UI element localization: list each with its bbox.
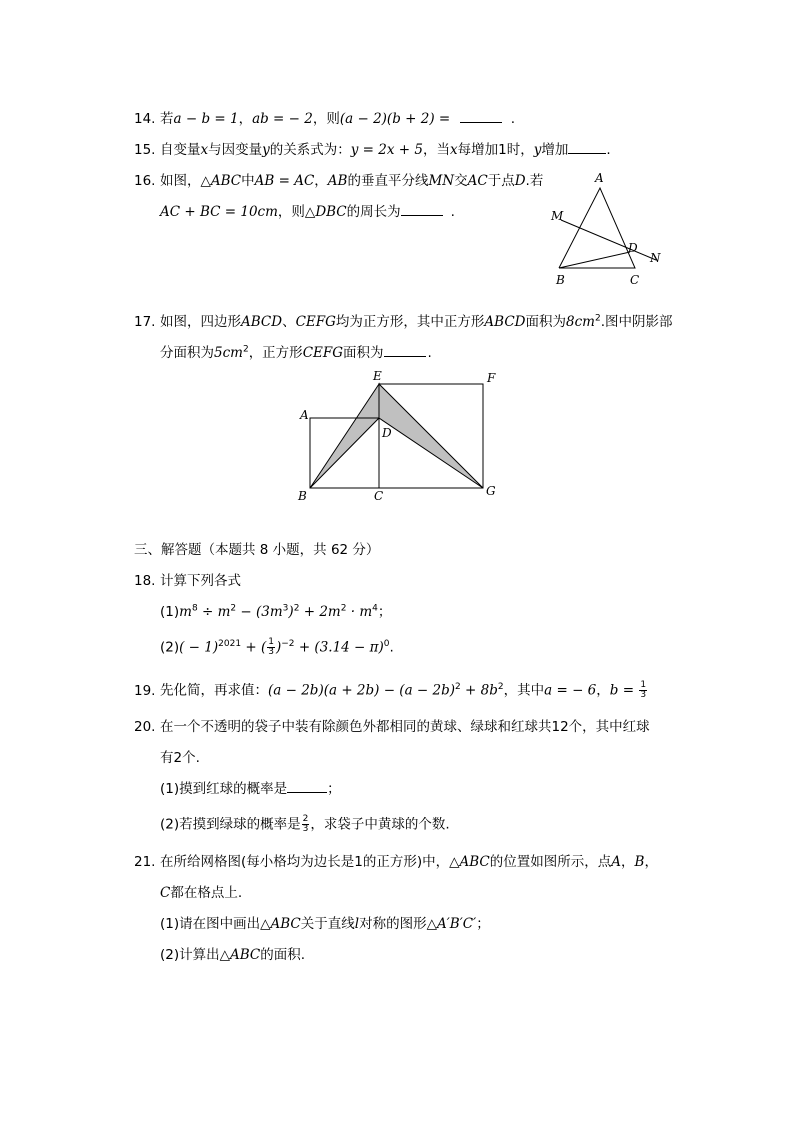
question-18: 18. 计算下列各式 <box>134 573 241 589</box>
fraction: $\frac{2}{3}$ <box>302 814 309 834</box>
label-d: D <box>382 426 392 440</box>
question-number: 20. <box>134 719 156 735</box>
section-3-title: 三、解答题（本题共 8 小题，共 62 分） <box>134 542 380 558</box>
condition-2: ab = − 2 <box>252 111 313 127</box>
question-21-part-2: (2)计算出△ABC的面积. <box>160 947 306 963</box>
answer-blank[interactable] <box>287 780 327 793</box>
squares-figure-17 <box>290 364 510 506</box>
label-n: N <box>650 251 661 265</box>
question-number: 18. <box>134 573 156 589</box>
line-mn <box>561 220 656 260</box>
condition-1: a − b = 1 <box>173 111 239 127</box>
question-16-line-1: 16. 如图，△ABC中AB = AC，AB的垂直平分线MN交AC于点D.若 <box>134 173 544 189</box>
answer-blank[interactable] <box>460 110 502 123</box>
shaded-triangle-left <box>310 384 379 488</box>
label-b: B <box>298 489 307 503</box>
question-21-line-1: 21. 在所给网格图(每小格均为边长是1的正方形)中，△ABC的位置如图所示，点A，B， <box>134 854 658 870</box>
answer-blank[interactable] <box>568 141 606 154</box>
question-20-line-1: 20. 在一个不透明的袋子中装有除颜色外都相同的黄球、绿球和红球共12个，其中红球 <box>134 719 650 735</box>
question-21-line-2: C都在格点上. <box>160 885 243 901</box>
segment-bd <box>559 252 630 268</box>
question-17-line-2: 分面积为$5cm^2$，正方形CEFG面积为 . <box>160 344 432 361</box>
question-20-part-1: (1)摸到红球的概率是 ； <box>160 781 341 797</box>
label-c: C <box>630 273 640 287</box>
question-21-part-1: (1)请在图中画出△ABC关于直线l对称的图形△A′B′C′； <box>160 916 490 932</box>
question-number: 16. <box>134 173 156 189</box>
question-number: 19. <box>134 682 156 699</box>
question-number: 21. <box>134 854 156 870</box>
question-18-part-2: $(2)( - 1)^{2021}$ + ( $\frac{1}{3}$ )$^{-2} + (3.14 - \pi)^0$. <box>160 637 394 657</box>
label-e: E <box>373 369 382 383</box>
label-c: C <box>374 489 384 503</box>
question-15: 15. 自变量x与因变量y的关系式为：y = 2x + 5，当x每增加1时，y增加 . <box>134 142 611 158</box>
triangle-figure-16 <box>540 168 670 288</box>
label-b: B <box>556 273 565 287</box>
question-number: 14. <box>134 111 156 127</box>
question-18-part-1: $(1)m^8 \div m^2 - (3m^3)^2 + 2m^2 \cdot m^4$； <box>160 603 392 620</box>
formula: y = 2x + 5 <box>350 142 423 158</box>
fraction: $\frac{1}{3}$ <box>268 637 274 657</box>
question-number: 15. <box>134 142 156 158</box>
label-a: A <box>300 408 309 422</box>
question-17-line-1: 17. 如图，四边形ABCD、CEFG均为正方形，其中正方形ABCD面积为$8cm^2$.图中阴影部 <box>134 313 673 330</box>
expression: (a − 2)(b + 2) = <box>339 111 451 127</box>
label-d: D <box>628 241 638 255</box>
question-19: 19. 先化简，再求值：$(a - 2b)(a + 2b) - (a - 2b)^2 + 8b^2$，其中a = − 6，b = $\frac{1}{3}$ <box>134 680 647 700</box>
label-m: M <box>551 209 564 223</box>
fraction: $\frac{1}{3}$ <box>640 680 647 700</box>
question-20-part-2: (2)若摸到绿球的概率是 $\frac{2}{3}$ ，求袋子中黄球的个数. <box>160 814 450 834</box>
question-14: 14. 若a − b = 1，ab = − 2，则(a − 2)(b + 2) = . <box>134 111 516 127</box>
question-number: 17. <box>134 314 156 330</box>
question-16-line-2: AC + BC = 10cm，则△DBC的周长为 . <box>160 204 455 220</box>
label-g: G <box>486 484 496 498</box>
answer-blank[interactable] <box>384 344 426 357</box>
triangle-abc <box>559 188 635 268</box>
label-a: A <box>595 171 604 185</box>
answer-blank[interactable] <box>401 203 443 216</box>
question-20-line-2: 有2个. <box>160 750 200 766</box>
shaded-triangle-right <box>379 384 483 488</box>
label-f: F <box>487 371 496 385</box>
